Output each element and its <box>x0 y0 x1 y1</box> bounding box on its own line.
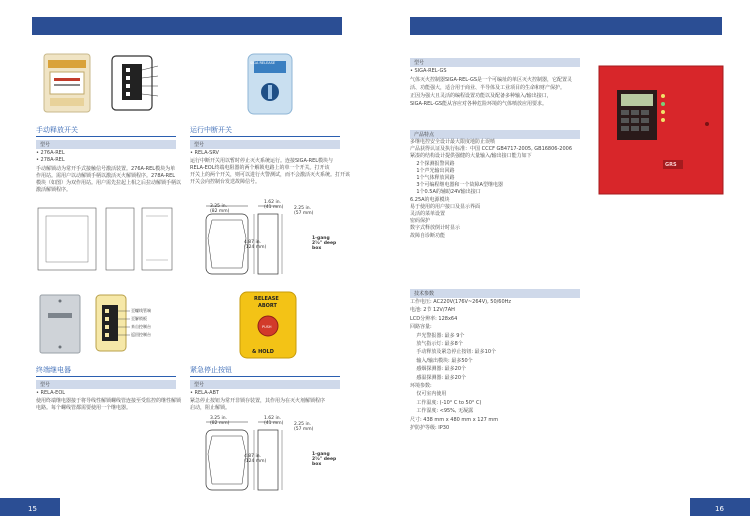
abort-switch-desc: RELA-EOL终端电阻器的两个解锁电路上的单一个开关。打开该 <box>190 165 330 171</box>
emergency-stop-label: & HOLD <box>252 349 274 355</box>
abort-switch-title: 运行中断开关 <box>190 126 232 134</box>
feature-item: 6.25A的电源模块 <box>410 196 450 203</box>
emergency-stop-model-tag: 型号 <box>190 380 340 389</box>
eol-wiring-label: 返回控制台 <box>131 332 151 337</box>
feature-item: 产品获得认证及执行标准：中国 CCCF GB4717-2005, GB16806-2006 <box>410 146 573 153</box>
estop-dim-width: 3.25 in. (82 mm) <box>210 416 230 426</box>
eol-wiring-label: 来自控制台 <box>131 324 151 329</box>
emergency-stop-title: 紧急停止按钮 <box>190 366 232 374</box>
manual-switch-model: • 276A-REL <box>36 150 65 156</box>
eol-relay-plate-image <box>38 293 82 355</box>
feature-item: 易于使用的用户接口及显示界面 <box>410 203 481 210</box>
abort-dim-box: 1-gang 2½" deep box <box>312 236 337 251</box>
eol-wiring-label: 至解锁板 <box>131 316 147 321</box>
specs-list <box>410 298 511 433</box>
features-tag: 产品特点 <box>410 130 580 139</box>
feature-item: 1个气体释放回路 <box>410 175 455 182</box>
manual-release-station-image <box>38 52 96 116</box>
abort-switch-desc: 开关会向控制台发送故障信号。 <box>190 179 261 185</box>
panel-intro: 活、功能强大，适合用于商业、半导体及工业项目的生命和财产保护。 <box>410 85 566 91</box>
spec-item: 尺寸: 438 mm x 480 mm x 127 mm <box>410 416 499 423</box>
emergency-stop-rule <box>190 376 340 377</box>
feature-item: 紧凑的结构设计提供强健的大量输入/输出接口能力如下 <box>410 153 532 160</box>
feature-item: 多继电控安全设计最大限度地防止误喷 <box>410 139 496 145</box>
eol-relay-desc: 使用终端继电器接于将导线性解锁螺线管连接至受监控的继性解锁 <box>36 398 182 404</box>
feature-item: 3个可编程继电器和一个故障A型继电器 <box>410 182 503 189</box>
abort-dim-width: 3.25 in. (82 mm) <box>210 204 230 214</box>
spec-item: 输入/输出模块: 最多50个 <box>410 357 473 364</box>
abort-switch-product-label: SIGA RELEASE <box>250 61 276 65</box>
eol-relay-model-tag: 型号 <box>36 380 176 389</box>
manual-switch-desc: 模块（如图）为双作用站。用户需先拉起上相之后拉动解锁手柄以 <box>36 180 182 186</box>
spec-item: 感温探测器: 最多20个 <box>410 374 466 381</box>
spec-item: 环境参数: <box>410 383 432 390</box>
emergency-stop-desc: 启动，阻止解锁。 <box>190 405 231 411</box>
abort-dim-depth: 1.62 in. (41 mm) <box>264 200 284 210</box>
spec-item: 仅可室内使用 <box>410 391 447 398</box>
control-panel-logo: GRS <box>665 162 677 168</box>
manual-switch-rule <box>36 136 176 137</box>
right-header-bar <box>410 17 722 35</box>
spec-item: 电池: 2节 12V/7AH <box>410 307 455 314</box>
estop-dim-height: 2.25 in. (57 mm) <box>294 422 314 432</box>
manual-release-wiring-image <box>108 52 170 116</box>
emergency-stop-model: • RELA-ABT <box>190 390 219 396</box>
manual-switch-model: • 278A-REL <box>36 157 65 163</box>
control-panel-image <box>597 64 725 196</box>
emergency-stop-label: PUSH <box>262 325 272 329</box>
emergency-stop-label: ABORT <box>258 303 277 309</box>
panel-model-tag: 型号 <box>410 58 580 67</box>
eol-relay-model: • RELA-EOL <box>36 390 66 396</box>
spec-item: 工作电压: AC220V(176V~264V), 50/60Hz <box>410 299 512 305</box>
manual-switch-dimension-drawing <box>36 200 176 278</box>
spec-item: 回路容量: <box>410 324 432 331</box>
feature-item: 密码保护 <box>410 218 431 225</box>
spec-item: 感烟探测器: 最多20个 <box>410 366 466 373</box>
manual-switch-desc: 激活解锁程序。 <box>36 187 72 193</box>
estop-dim-overall-height: 4.87 in. (124 mm) <box>244 454 267 464</box>
abort-switch-rule <box>190 136 340 137</box>
left-header-bar <box>32 17 342 35</box>
eol-wiring-label: 至螺线管端 <box>131 308 151 313</box>
emergency-stop-label: RELEASE <box>254 296 279 302</box>
manual-switch-desc: 作用站。需用户以动解锁手柄以激活灭火解锁程序。278A-REL <box>36 173 176 179</box>
spec-item: 放气指示灯: 最多8个 <box>410 341 463 348</box>
feature-item: 1个0.5A的辅助24V输出接口 <box>410 189 481 196</box>
panel-model: • SIGA-REL-GS <box>410 68 447 74</box>
panel-intro: 气体灭火控制器SIGA-REL-GS是一个可编址的单区灭火控制器，它配置灵 <box>410 77 573 83</box>
feature-item: 故障自诊断功能 <box>410 232 446 239</box>
spec-item: 手动释放及紧急停止按钮: 最多10个 <box>410 349 496 356</box>
panel-intro: SIGA-REL-GS能从容应对各种危险环境的气体喷放应用要求。 <box>410 101 548 107</box>
estop-dim-box: 1-gang 2½" deep box <box>312 452 337 467</box>
right-page <box>375 0 750 523</box>
abort-switch-model: • RELA-SRV <box>190 150 219 156</box>
abort-dim-height: 2.25 in. (57 mm) <box>294 206 314 216</box>
spec-item: LCD分辨率: 128x64 <box>410 315 458 322</box>
abort-switch-model-tag: 型号 <box>190 140 340 149</box>
feature-item: 数字式释放倒计时显示 <box>410 225 461 232</box>
specs-tag: 技术参数 <box>410 289 580 298</box>
abort-switch-desc: 运行中断开关用以暂时停止灭火系统运行。连接SIGA-REL模块与 <box>190 158 334 164</box>
page-number: 16 <box>715 505 724 513</box>
manual-switch-desc: 手动解锁动为常开手式接触信号激活装置。276A-REL模块为单 <box>36 166 176 172</box>
abort-switch-desc: 开关上的两个开关，则可以进行火警测试，而不会激活灭火系统。打开该 <box>190 172 351 178</box>
abort-dim-overall-height: 4.87 in. (124 mm) <box>244 240 267 250</box>
panel-intro: 正因为强大且灵活的编程设置功能以及配备多种输入/输出接口， <box>410 93 552 99</box>
feature-item: 1个声光输出回路 <box>410 167 455 174</box>
spec-item: 声光警报器: 最多 9个 <box>410 332 465 339</box>
spec-item: 工作湿度: <95%, 无凝露 <box>410 408 474 415</box>
eol-relay-rule <box>36 376 176 377</box>
spec-item: 护防护等级: IP30 <box>410 425 450 432</box>
spec-item: 工作温度: (-10° C to 50° C) <box>410 399 482 406</box>
eol-relay-desc: 电路。每个螺线管都需要使用一个继电器。 <box>36 405 132 411</box>
manual-switch-title: 手动释放开关 <box>36 126 78 134</box>
page-number: 15 <box>28 505 37 513</box>
feature-item: 灵活的菜单设置 <box>410 211 446 218</box>
emergency-stop-desc: 紧急停止按钮为常开非锁存装置，其作用为在灭火剂解锁程序 <box>190 398 326 404</box>
feature-item: 2个探测报警回路 <box>410 160 455 167</box>
manual-switch-model-tag: 型号 <box>36 140 176 149</box>
eol-relay-title: 终端继电器 <box>36 366 71 374</box>
estop-dim-depth: 1.62 in. (41 mm) <box>264 416 284 426</box>
features-list <box>410 139 572 240</box>
